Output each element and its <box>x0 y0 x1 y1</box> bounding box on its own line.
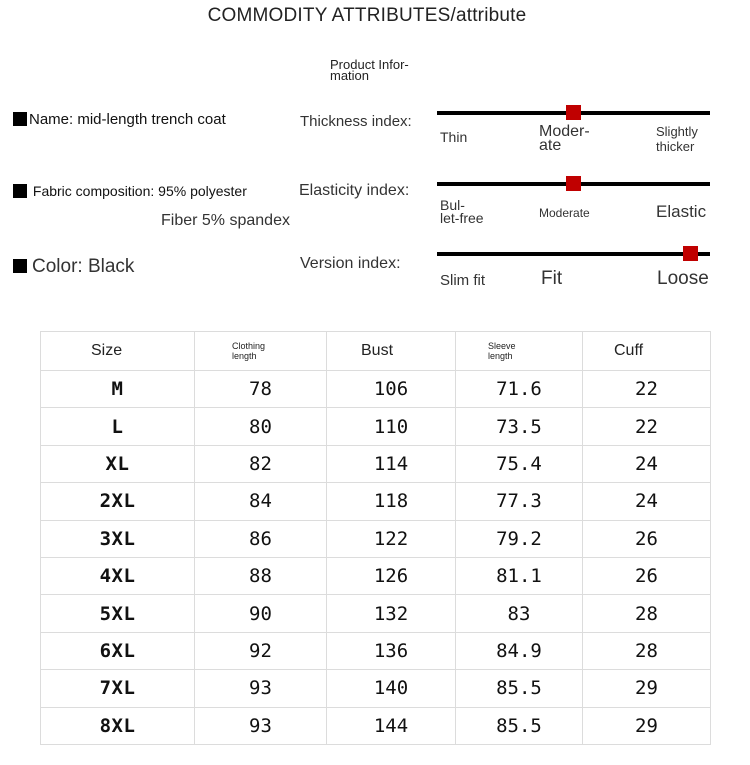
cell-bust: 106 <box>327 371 456 408</box>
cell-sleeve-length: 83 <box>456 595 583 632</box>
cell-cuff: 22 <box>583 371 711 408</box>
cell-clothing-length: 90 <box>195 595 327 632</box>
cell-clothing-length: 93 <box>195 707 327 744</box>
table-row <box>41 520 711 557</box>
cell-clothing-length: 92 <box>195 632 327 669</box>
cell-bust: 114 <box>327 445 456 482</box>
attribute-fiber: Fiber 5% spandex <box>161 212 290 229</box>
version-scale-loose: Loose <box>657 268 709 289</box>
table-row <box>41 408 711 445</box>
cell-bust: 140 <box>327 670 456 707</box>
cell-bust: 136 <box>327 632 456 669</box>
cell-cuff: 28 <box>583 632 711 669</box>
version-index-label: Version index: <box>300 255 401 272</box>
cell-size: 3XL <box>41 520 195 557</box>
thickness-index-marker <box>566 105 581 120</box>
size-table <box>40 331 711 745</box>
version-scale-slim-fit: Slim fit <box>440 272 485 289</box>
attribute-fabric: Fabric composition: 95% polyester <box>13 183 247 199</box>
elasticity-index-label: Elasticity index: <box>299 182 410 199</box>
cell-bust: 126 <box>327 557 456 594</box>
table-row <box>41 707 711 744</box>
cell-clothing-length: 86 <box>195 520 327 557</box>
cell-size: 7XL <box>41 670 195 707</box>
cell-sleeve-length: 73.5 <box>456 408 583 445</box>
cell-size: 4XL <box>41 557 195 594</box>
size-table-header-row <box>41 332 711 371</box>
cell-sleeve-length: 84.9 <box>456 632 583 669</box>
elasticity-scale-elastic: Elastic <box>656 202 707 221</box>
cell-clothing-length: 78 <box>195 371 327 408</box>
elasticity-scale-bullet-free: Bul- let-free <box>440 197 484 226</box>
table-row <box>41 371 711 408</box>
version-scale-fit: Fit <box>541 268 563 289</box>
header-size: Size <box>41 332 195 371</box>
elasticity-scale-moderate: Moderate <box>539 206 590 220</box>
thickness-scale-slightly-thicker: Slightly thicker <box>656 124 698 154</box>
version-index-marker <box>683 246 698 261</box>
cell-size: XL <box>41 445 195 482</box>
cell-cuff: 24 <box>583 445 711 482</box>
attribute-name: Name: mid-length trench coat <box>13 111 226 128</box>
cell-bust: 122 <box>327 520 456 557</box>
cell-sleeve-length: 75.4 <box>456 445 583 482</box>
cell-cuff: 29 <box>583 707 711 744</box>
cell-sleeve-length: 85.5 <box>456 707 583 744</box>
table-row <box>41 445 711 482</box>
thickness-scale-moderate: Moder- ate <box>539 123 590 154</box>
product-information-label: Product Infor- mation <box>330 57 409 83</box>
version-index-bar <box>437 252 710 256</box>
thickness-index-label: Thickness index: <box>300 113 412 130</box>
header-clothing-length: Clothing length <box>195 332 327 371</box>
square-bullet-icon <box>13 184 27 198</box>
cell-sleeve-length: 81.1 <box>456 557 583 594</box>
cell-sleeve-length: 71.6 <box>456 371 583 408</box>
cell-bust: 110 <box>327 408 456 445</box>
table-row <box>41 632 711 669</box>
cell-clothing-length: 84 <box>195 483 327 520</box>
cell-clothing-length: 80 <box>195 408 327 445</box>
cell-cuff: 26 <box>583 557 711 594</box>
cell-size: 2XL <box>41 483 195 520</box>
cell-cuff: 22 <box>583 408 711 445</box>
cell-bust: 118 <box>327 483 456 520</box>
cell-cuff: 29 <box>583 670 711 707</box>
thickness-scale-thin: Thin <box>440 129 468 145</box>
cell-clothing-length: 93 <box>195 670 327 707</box>
cell-size: L <box>41 408 195 445</box>
header-cuff: Cuff <box>583 332 711 371</box>
square-bullet-icon <box>13 112 27 126</box>
square-bullet-icon <box>13 259 27 273</box>
table-row <box>41 595 711 632</box>
header-sleeve-length: Sleeve length <box>456 332 583 371</box>
cell-clothing-length: 88 <box>195 557 327 594</box>
cell-sleeve-length: 77.3 <box>456 483 583 520</box>
attribute-color: Color: Black <box>13 256 134 278</box>
cell-sleeve-length: 79.2 <box>456 520 583 557</box>
cell-bust: 144 <box>327 707 456 744</box>
elasticity-index-marker <box>566 176 581 191</box>
header-bust: Bust <box>327 332 456 371</box>
cell-bust: 132 <box>327 595 456 632</box>
cell-cuff: 24 <box>583 483 711 520</box>
cell-size: 6XL <box>41 632 195 669</box>
page-title: COMMODITY ATTRIBUTES/attribute <box>207 5 527 26</box>
table-row <box>41 557 711 594</box>
table-row <box>41 483 711 520</box>
cell-size: 8XL <box>41 707 195 744</box>
cell-size: 5XL <box>41 595 195 632</box>
table-row <box>41 670 711 707</box>
cell-cuff: 26 <box>583 520 711 557</box>
cell-cuff: 28 <box>583 595 711 632</box>
cell-size: M <box>41 371 195 408</box>
cell-sleeve-length: 85.5 <box>456 670 583 707</box>
cell-clothing-length: 82 <box>195 445 327 482</box>
